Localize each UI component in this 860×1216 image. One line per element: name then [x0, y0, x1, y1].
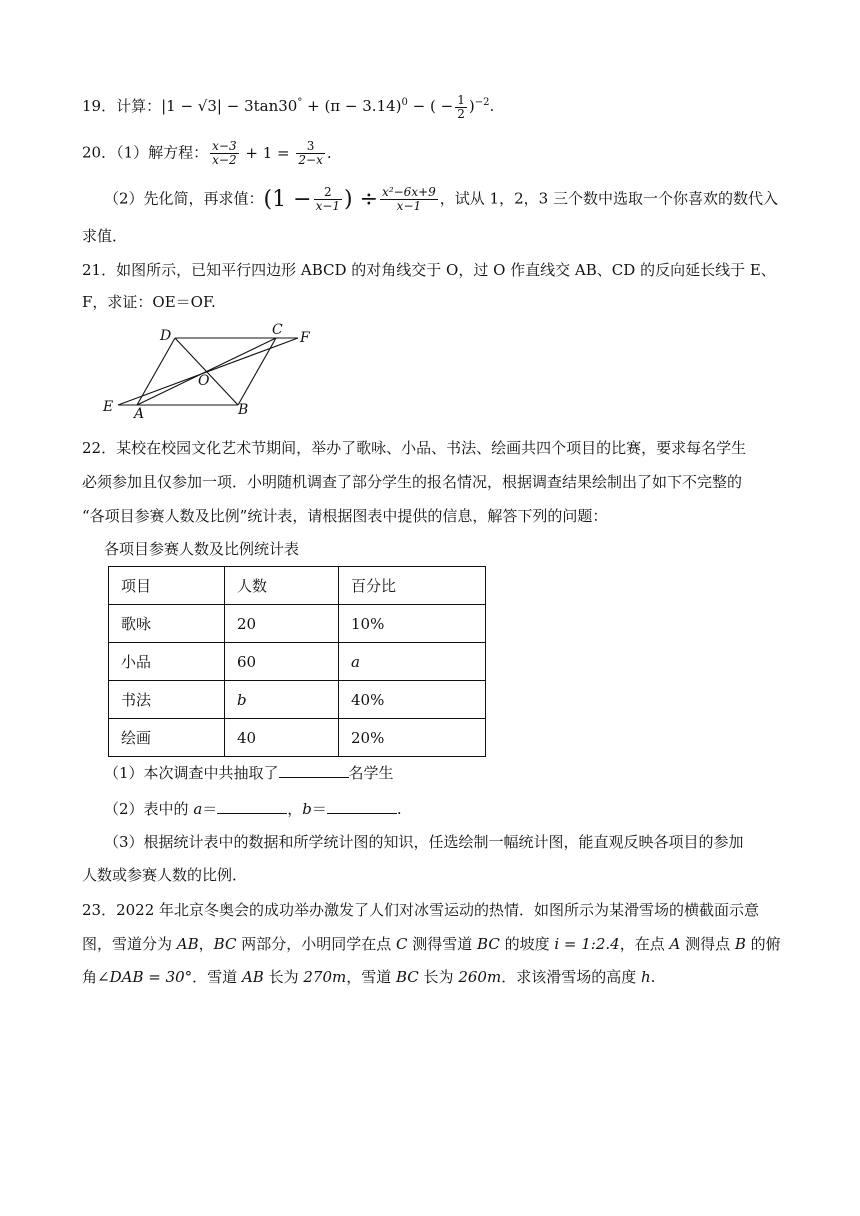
parallelogram-figure	[100, 318, 330, 420]
sub-question-2: （2）表中的 a＝ ，b＝ .	[104, 800, 402, 818]
sub-question-3: （3）根据统计表中的数据和所学统计图的知识，任选绘制一幅统计图，能直观反映各项目的参加	[104, 833, 744, 851]
header-cell: 百分比	[339, 567, 486, 605]
question-22-line-3: “各项目参赛人数及比例”统计表，请根据图表中提供的信息，解答下列的问题：	[82, 507, 608, 525]
answer-blank[interactable]	[279, 763, 349, 778]
question-23-line-3: 角∠DAB = 30°．雪道 AB 长为 270m，雪道 BC 长为 260m．求该滑雪场的高度 h.	[82, 968, 656, 986]
math-expression: $|1 - √3| - 3\tan 30^\circ + (\pi - 3.14)^0$ − ( − $\frac{1}{2}$ )$^{-2}$.	[161, 92, 495, 121]
sub-question-3-line-2: 人数或参赛人数的比例．	[82, 866, 248, 884]
header-cell: 人数	[225, 567, 339, 605]
question-number: 21．	[82, 261, 117, 279]
question-23: 23．2022 年北京冬奥会的成功举办激发了人们对冰雪运动的热情．如图所示为某滑雪场的横截面示意	[82, 901, 760, 919]
table-row	[109, 643, 486, 681]
table-cell: 绘画	[109, 719, 225, 757]
table-cell: 书法	[109, 681, 225, 719]
table-cell: 10%	[339, 605, 486, 643]
table-cell: 小品	[109, 643, 225, 681]
question-20-part-1: 20．（1）解方程： $\frac{x-3}{x-2}$ + 1 = $\frac{3}{2-x}$ .	[82, 139, 332, 167]
header-cell: 项目	[109, 567, 225, 605]
table-header-row	[109, 567, 486, 605]
label-a: A	[134, 406, 145, 420]
question-22-line-2: 必须参加且仅参加一项．小明随机调查了部分学生的报名情况，根据调查结果绘制出了如下不完整的	[82, 473, 743, 491]
label-b: B	[238, 402, 249, 418]
question-number: 19．	[82, 97, 117, 115]
table-row	[109, 605, 486, 643]
table-cell: 20%	[339, 719, 486, 757]
table-title: 各项目参赛人数及比例统计表	[104, 540, 300, 558]
label-e: E	[103, 399, 114, 415]
table-cell: 40%	[339, 681, 486, 719]
sub-question-1: （1）本次调查中共抽取了 名学生	[104, 764, 394, 782]
question-23-line-2: 图，雪道分为 AB，BC 两部分，小明同学在点 C 测得雪道 BC 的坡度 i = 1:2.4，在点 A 测得点 B 的俯	[82, 935, 781, 953]
expression: (1 − $\frac{2}{x-1}$ ) ÷ $\frac{\text{x²−6x+9}}{x-1}$	[263, 185, 436, 213]
question-22: 22．某校在校园文化艺术节期间，举办了歌咏、小品、书法、绘画共四个项目的比赛，要求每名学生	[82, 439, 747, 457]
table-cell: a	[339, 643, 486, 681]
table-cell: 60	[225, 643, 339, 681]
question-19	[82, 92, 780, 121]
table-row	[109, 681, 486, 719]
label-d: D	[160, 328, 172, 344]
question-number: 23．	[82, 901, 117, 919]
label-o: O	[198, 373, 210, 389]
edge-da	[137, 338, 175, 405]
question-number: 22．	[82, 439, 117, 457]
table-cell: 20	[225, 605, 339, 643]
question-number: 20．	[82, 143, 117, 162]
label-f: F	[300, 330, 310, 346]
answer-blank-b[interactable]	[327, 799, 397, 814]
table-cell: 歌咏	[109, 605, 225, 643]
question-21-line-2: F，求证：OE＝OF.	[82, 293, 216, 311]
question-21: 21．如图所示，已知平行四边形 ABCD 的对角线交于 O，过 O 作直线交 AB、CD 的反向延长线于 E、	[82, 261, 776, 279]
table-cell: 40	[225, 719, 339, 757]
answer-blank-a[interactable]	[217, 799, 287, 814]
stats-table	[108, 566, 486, 757]
equation: $\frac{x-3}{x-2}$ + 1 = $\frac{3}{2-x}$ .	[212, 139, 332, 167]
question-20-part-2: （2）先化简，再求值：(1 − $\frac{2}{x-1}$ ) ÷ $\frac{\text{x²−6x+9}}{x-1}$ ，试从 1，2，3 三个数中选取一个你喜欢的数代入	[104, 185, 778, 213]
question-label: 计算：	[116, 97, 162, 115]
table-cell: b	[225, 681, 339, 719]
label-c: C	[272, 322, 283, 338]
table-row	[109, 719, 486, 757]
line-ef	[118, 338, 298, 405]
question-20-continued: 求值．	[82, 227, 128, 245]
